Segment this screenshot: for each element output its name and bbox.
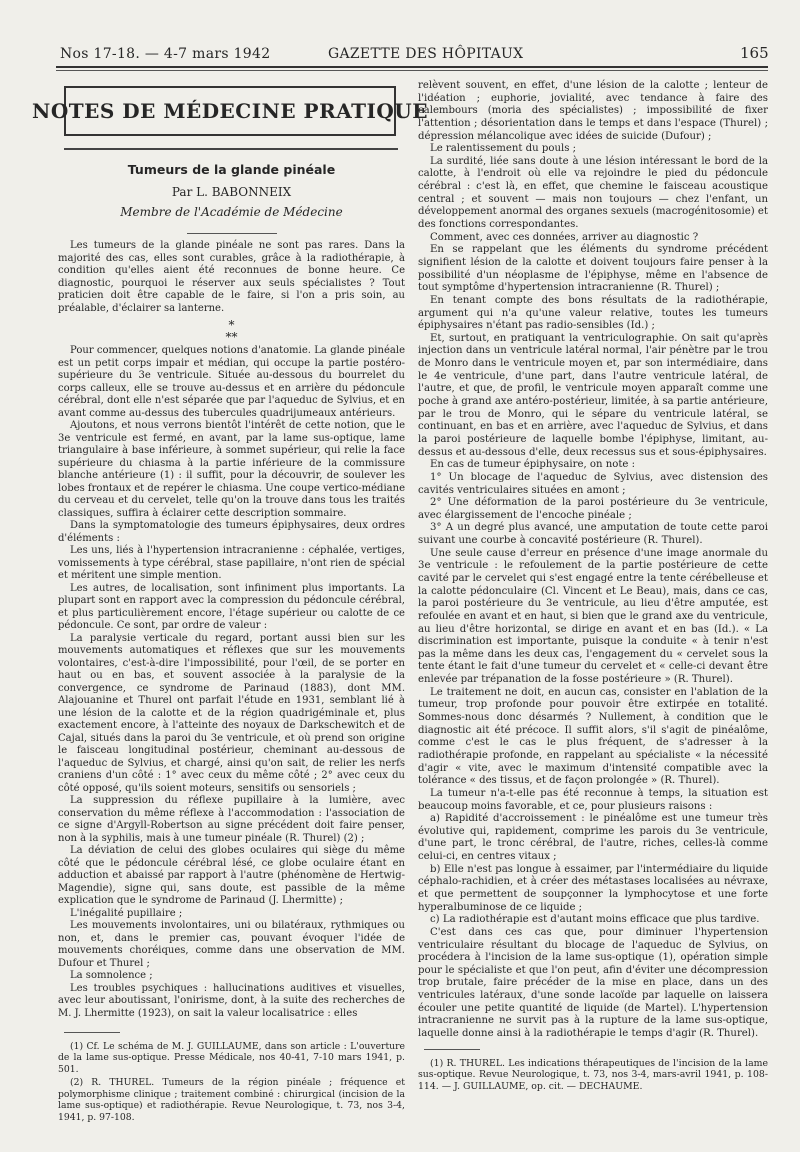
- paragraph: En cas de tumeur épiphysaire, on note :: [430, 459, 636, 471]
- paragraph: C'est dans ces cas que, pour diminuer l'hypertension ventriculaire résultant du blocage de l'aqueduc de Sylvius, on procédera à l'incision de la lame sus-optique (1), opération simple pour le spécialiste et que l'on peut, afin d'éviter une décompression trop brutale, faire précéder de la mise en place, dans un des ventricules latéraux, d'une sonde lacoïde par laquelle on laissera écouler une petite quantité de liquide (de Martel). L'hypertension intracranienne ne survit pas à la rupture de la lame sus-optique, laquelle donne ainsi à la radiothérapie le temps d'agir (R. Thurel).: [418, 926, 768, 1040]
- paragraph: relèvent souvent, en effet, d'une lésion de la calotte ; lenteur de l'idéation ; euphorie, jovialité, avec tendance à faire des calembours (moria des spécialistes) ; impossibilité de fixer l'attention ; désorientation dans le temps et dans l'espace (Thurel) ; dépression mélancolique avec idées de suicide (Dufour) ;: [418, 80, 768, 142]
- right-column: [418, 80, 768, 1094]
- paragraph: Les mouvements involontaires, uni ou bilatéraux, rythmiques ou non, et, dans le premier cas, pouvant évoquer l'idée de mouvements choréiques, comme dans une observation de MM. Dufour et Thurel ;: [58, 920, 405, 969]
- right-body: [418, 80, 768, 1041]
- paragraph: Les tumeurs de la glande pinéale ne sont pas rares. Dans la majorité des cas, elles sont curables, grâce à la radiothérapie, à condition qu'elles aient été reconnues de bonne heure. Ce diagnostic, pourquoi le réserver aux seuls spécialistes ? Tout praticien doit être capable de le faire, si l'on a pris soin, au préalable, d'éclairer sa lanterne.: [58, 240, 405, 314]
- paragraph: La suppression du réflexe pupillaire à la lumière, avec conservation du même réflexe à l'accommodation : l'association de ce signe d'Argyll-Robertson au signe précédent doit faire penser, non à la syphilis, mais à une tumeur pinéale (R. Thurel) (2) ;: [58, 795, 405, 844]
- paragraph: 1° Un blocage de l'aqueduc de Sylvius, avec distension des cavités ventriculaires situées en amont ;: [418, 471, 768, 496]
- paragraph: Le traitement ne doit, en aucun cas, consister en l'ablation de la tumeur, trop profonde pour pouvoir être extirpée en totalité. Sommes-nous donc désarmés ? Nullement, à condition que le diagnostic ait été précoce. Il suffit alors, s'il s'agit de pinéalôme, comme c'est le cas le plus fréquent, de s'adresser à la radiothérapie profonde, en rappelant au spécialiste « la nécessité d'agir « vite, avec le maximum d'intensité compatible avec la tolérance « des tissus, et de façon prolongée » (R. Thurel).: [418, 686, 768, 787]
- paragraph: Dans la symptomatologie des tumeurs épiphysaires, deux ordres d'éléments :: [58, 520, 405, 544]
- paragraph: La somnolence ;: [70, 970, 153, 981]
- footnote: (2) R. THUREL. Tumeurs de la région pinéale ; fréquence et polymorphisme clinique ; traitement combiné : chirurgical (incision de la lame sus-optique) et radiothérapie. Revue Neurologique, t. 73, nos 3-4, 1941, p. 97-108.: [58, 1077, 405, 1123]
- paragraph: b) Elle n'est pas longue à essaimer, par l'intermédiaire du liquide céphalo-rachidien, et à créer des métastases localisées au névraxe, et que permettent de soupçonner la lymphocytose et une forte hyperalbuminose de ce liquide ;: [418, 863, 768, 913]
- section-title-underline: [64, 148, 398, 150]
- paragraph: Ajoutons, et nous verrons bientôt l'intérêt de cette notion, que le 3e ventricule est fermé, en avant, par la lame sus-optique, lame triangulaire à base inférieure, à sommet supérieur, qui relie la face supérieure du chiasma à la partie inférieure de la commissure blanche antérieure (1) : il suffit, pour la découvrir, de soulever les lobes frontaux et de repérer le chiasma. Une coupe vertico-médiane du cerveau et du cervelet, telle qu'on la trouve dans tous les traités classiques, suffira à éclairer cette description sommaire.: [58, 420, 405, 519]
- paragraph: a) Rapidité d'accroissement : le pinéalôme est une tumeur très évolutive qui, rapidement, comprime les parois du 3e ventricule, d'une part, le tronc cérébral, de l'autre, riches, celles-là comme celui-ci, en centres vitaux ;: [418, 813, 768, 863]
- left-footnotes: [58, 1041, 405, 1123]
- paragraph: L'inégalité pupillaire ;: [70, 907, 183, 919]
- paragraph: Comment, avec ces données, arriver au diagnostic ?: [430, 231, 699, 243]
- paragraph: Le ralentissement du pouls ;: [430, 143, 577, 155]
- journal-name: GAZETTE DES HÔPITAUX: [328, 46, 524, 62]
- paragraph: Les troubles psychiques : hallucinations auditives et visuelles, avec leur aboutissant, l'onirisme, dont, à la suite des recherches de M. J. Lhermitte (1923), on sait la valeur localisatrice : elles: [58, 982, 405, 1019]
- paragraph: Les uns, liés à l'hypertension intracranienne : céphalée, vertiges, vomissements à type cérébral, stase papillaire, n'ont rien de spécial et méritent une simple mention.: [58, 545, 405, 581]
- header-rule: [56, 66, 768, 68]
- header-rule-thin: [56, 70, 768, 71]
- footnote: (1) R. THUREL. Les indications thérapeutiques de l'incision de la lame sus-optique. Revue Neurologique, t. 73, nos 3-4, mars-avril 1941, p. 108-114. — J. GUILLAUME, op. cit. — DECHAUME.: [418, 1057, 768, 1092]
- issue-info: Nos 17-18. — 4-7 mars 1942: [60, 46, 271, 62]
- asterism: [58, 319, 405, 343]
- paragraph: En tenant compte des bons résultats de la radiothérapie, argument qui n'a qu'une valeur relative, toutes les tumeurs épiphysaires n'étant pas radio-sensibles (Id.) ;: [418, 294, 768, 332]
- paragraph: Les autres, de localisation, sont infiniment plus importants. La plupart sont en rapport avec la compression du pédoncule cérébral, et plus particulièrement encore, l'étage supérieur ou calotte de ce pédoncule. Ce sont, par ordre de valeur :: [58, 582, 405, 631]
- paragraph: En se rappelant que les éléments du syndrome précédent signifient lésion de la calotte et doivent toujours faire penser à la possibilité d'un néoplasme de l'épiphyse, même en l'absence de tout symptôme d'hypertension intracranienne (R. Thurel) ;: [418, 244, 768, 294]
- article-author: Par L. BABONNEIX: [171, 185, 292, 199]
- paragraph: La surdité, liée sans doute à une lésion intéressant le bord de la calotte, à l'endroit où elle va rejoindre le pied du pédoncule cérébral : c'est là, en effet, que chemine le faisceau acoustique central ; et souvent — mais non toujours — chez l'enfant, un développement anormal des organes sexuels (macrogénitosomie) et des fonctions correspondantes.: [418, 155, 768, 231]
- page-number: 165: [740, 44, 769, 62]
- paragraph: 2° Une déformation de la paroi postérieure du 3e ventricule, avec élargissement de l'encoche pinéale ;: [418, 497, 768, 521]
- paragraph: 3° A un degré plus avancé, une amputation de toute cette paroi suivant une courbe à concavité postérieure (R. Thurel).: [418, 522, 768, 547]
- article-title: Tumeurs de la glande pinéale: [127, 162, 336, 177]
- paragraph: c) La radiothérapie est d'autant moins efficace que plus tardive.: [430, 914, 760, 926]
- footnote: (1) Cf. Le schéma de M. J. GUILLAUME, dans son article : L'ouverture de la lame sus-optique. Presse Médicale, nos 40-41, 7-10 mars 1941, p. 501.: [58, 1041, 405, 1075]
- section-title: NOTES DE MÉDECINE PRATIQUE: [64, 86, 396, 136]
- right-footnotes: [418, 1058, 768, 1093]
- paragraph: La paralysie verticale du regard, portant aussi bien sur les mouvements automatiques et réflexes que sur les mouvements volontaires, c'est-à-dire l'impossibilité, pour l'œil, de se porter en haut ou en bas, et souvent associée à la paralysie de la convergence, ce syndrome de Parinaud (1883), dont MM. Alajouanine et Thurel ont parfait l'étude en 1931, semblant lié à une lésion de la calotte et de la région quadrigéminale et, plus exactement encore, à l'atteinte des noyaux de Darkschewitch et de Cajal, situés dans la paroi du 3e ventricule, et où prend son origine le faisceau longitudinal postérieur, cheminant au-dessous de l'aqueduc de Sylvius, et chargé, ainsi qu'on sait, de relier les nerfs craniens d'un côté : 1° avec ceux du même côté ; 2° avec ceux du côté opposé, qu'ils soient moteurs, sensitifs ou sensoriels ;: [58, 632, 405, 794]
- asterism-top: *: [228, 318, 235, 332]
- paragraph: Pour commencer, quelques notions d'anatomie. La glande pinéale est un petit corps impair et médian, qui occupe la partie postéro-supérieure du 3e ventricule. Située au-dessous du bourrelet du corps calleux, elle se trouve au-dessus et en arrière du pédoncule cérébral, dont elle n'est séparée que par l'aqueduc de Sylvius, et en avant comme au-dessus des tubercules quadrijumeaux antérieurs.: [58, 345, 405, 419]
- paragraph: Et, surtout, en pratiquant la ventriculographie. On sait qu'après injection dans un ventricule latéral normal, l'air pénètre par le trou de Monro dans le ventricule moyen et, par son intermédiaire, dans le 4e ventricule, d'une part, dans l'autre ventricule latéral, de l'autre, et que, de profil, le ventricule moyen apparaît comme une poche à grand axe antéro-postérieur, limitée, à sa partie antérieure, par le trou de Monro, qui le sépare du ventricule latéral, se continuant, en bas et en arrière, avec l'aqueduc de Sylvius, et dans la paroi postérieure de laquelle bombe l'épiphyse, limitant, au-dessus et au-dessous d'elle, deux recessus sus et sous-épiphysaires.: [418, 332, 768, 458]
- page-header: [0, 0, 800, 70]
- footnote-rule: [64, 1032, 120, 1033]
- asterism-bottom: **: [225, 330, 238, 344]
- paragraph: La tumeur n'a-t-elle pas été reconnue à temps, la situation est beaucoup moins favorable, et ce, pour plusieurs raisons :: [418, 787, 768, 812]
- left-body: [58, 240, 405, 1020]
- author-affiliation: Membre de l'Académie de Médecine: [120, 205, 343, 219]
- paragraph: Une seule cause d'erreur en présence d'une image anormale du 3e ventricule : le refoulement de la partie postérieure de cette cavité par le cervelet qui s'est engagé entre la tente cérébelleuse et la calotte pédonculaire (Cl. Vincent et Le Beau), mais, dans ce cas, la paroi postérieure du 3e ventricule, au lieu d'être amputée, est refoulée en avant et en haut, si bien que le grand axe du ventricule, au lieu d'être horizontal, se dirige en avant et en bas (Id.). « La discrimination est importante, puisque la conduite « à tenir n'est pas la même dans les deux cas, l'engagement du « cervelet sous la tente étant le fait d'une tumeur du cervelet et « celle-ci devant être enlevée par trépanation de la fosse postérieure » (R. Thurel).: [418, 547, 768, 686]
- paragraph: La déviation de celui des globes oculaires qui siège du même côté que le pédoncule cérébral lésé, ce globe oculaire étant en adduction et abaissé par rapport à l'autre (phénomène de Hertwig-Magendie), signe qui, sans doute, est passible de la même explication que le syndrome de Parinaud (J. Lhermitte) ;: [58, 845, 405, 906]
- left-column: [32, 80, 428, 1125]
- footnote-rule: [424, 1049, 480, 1050]
